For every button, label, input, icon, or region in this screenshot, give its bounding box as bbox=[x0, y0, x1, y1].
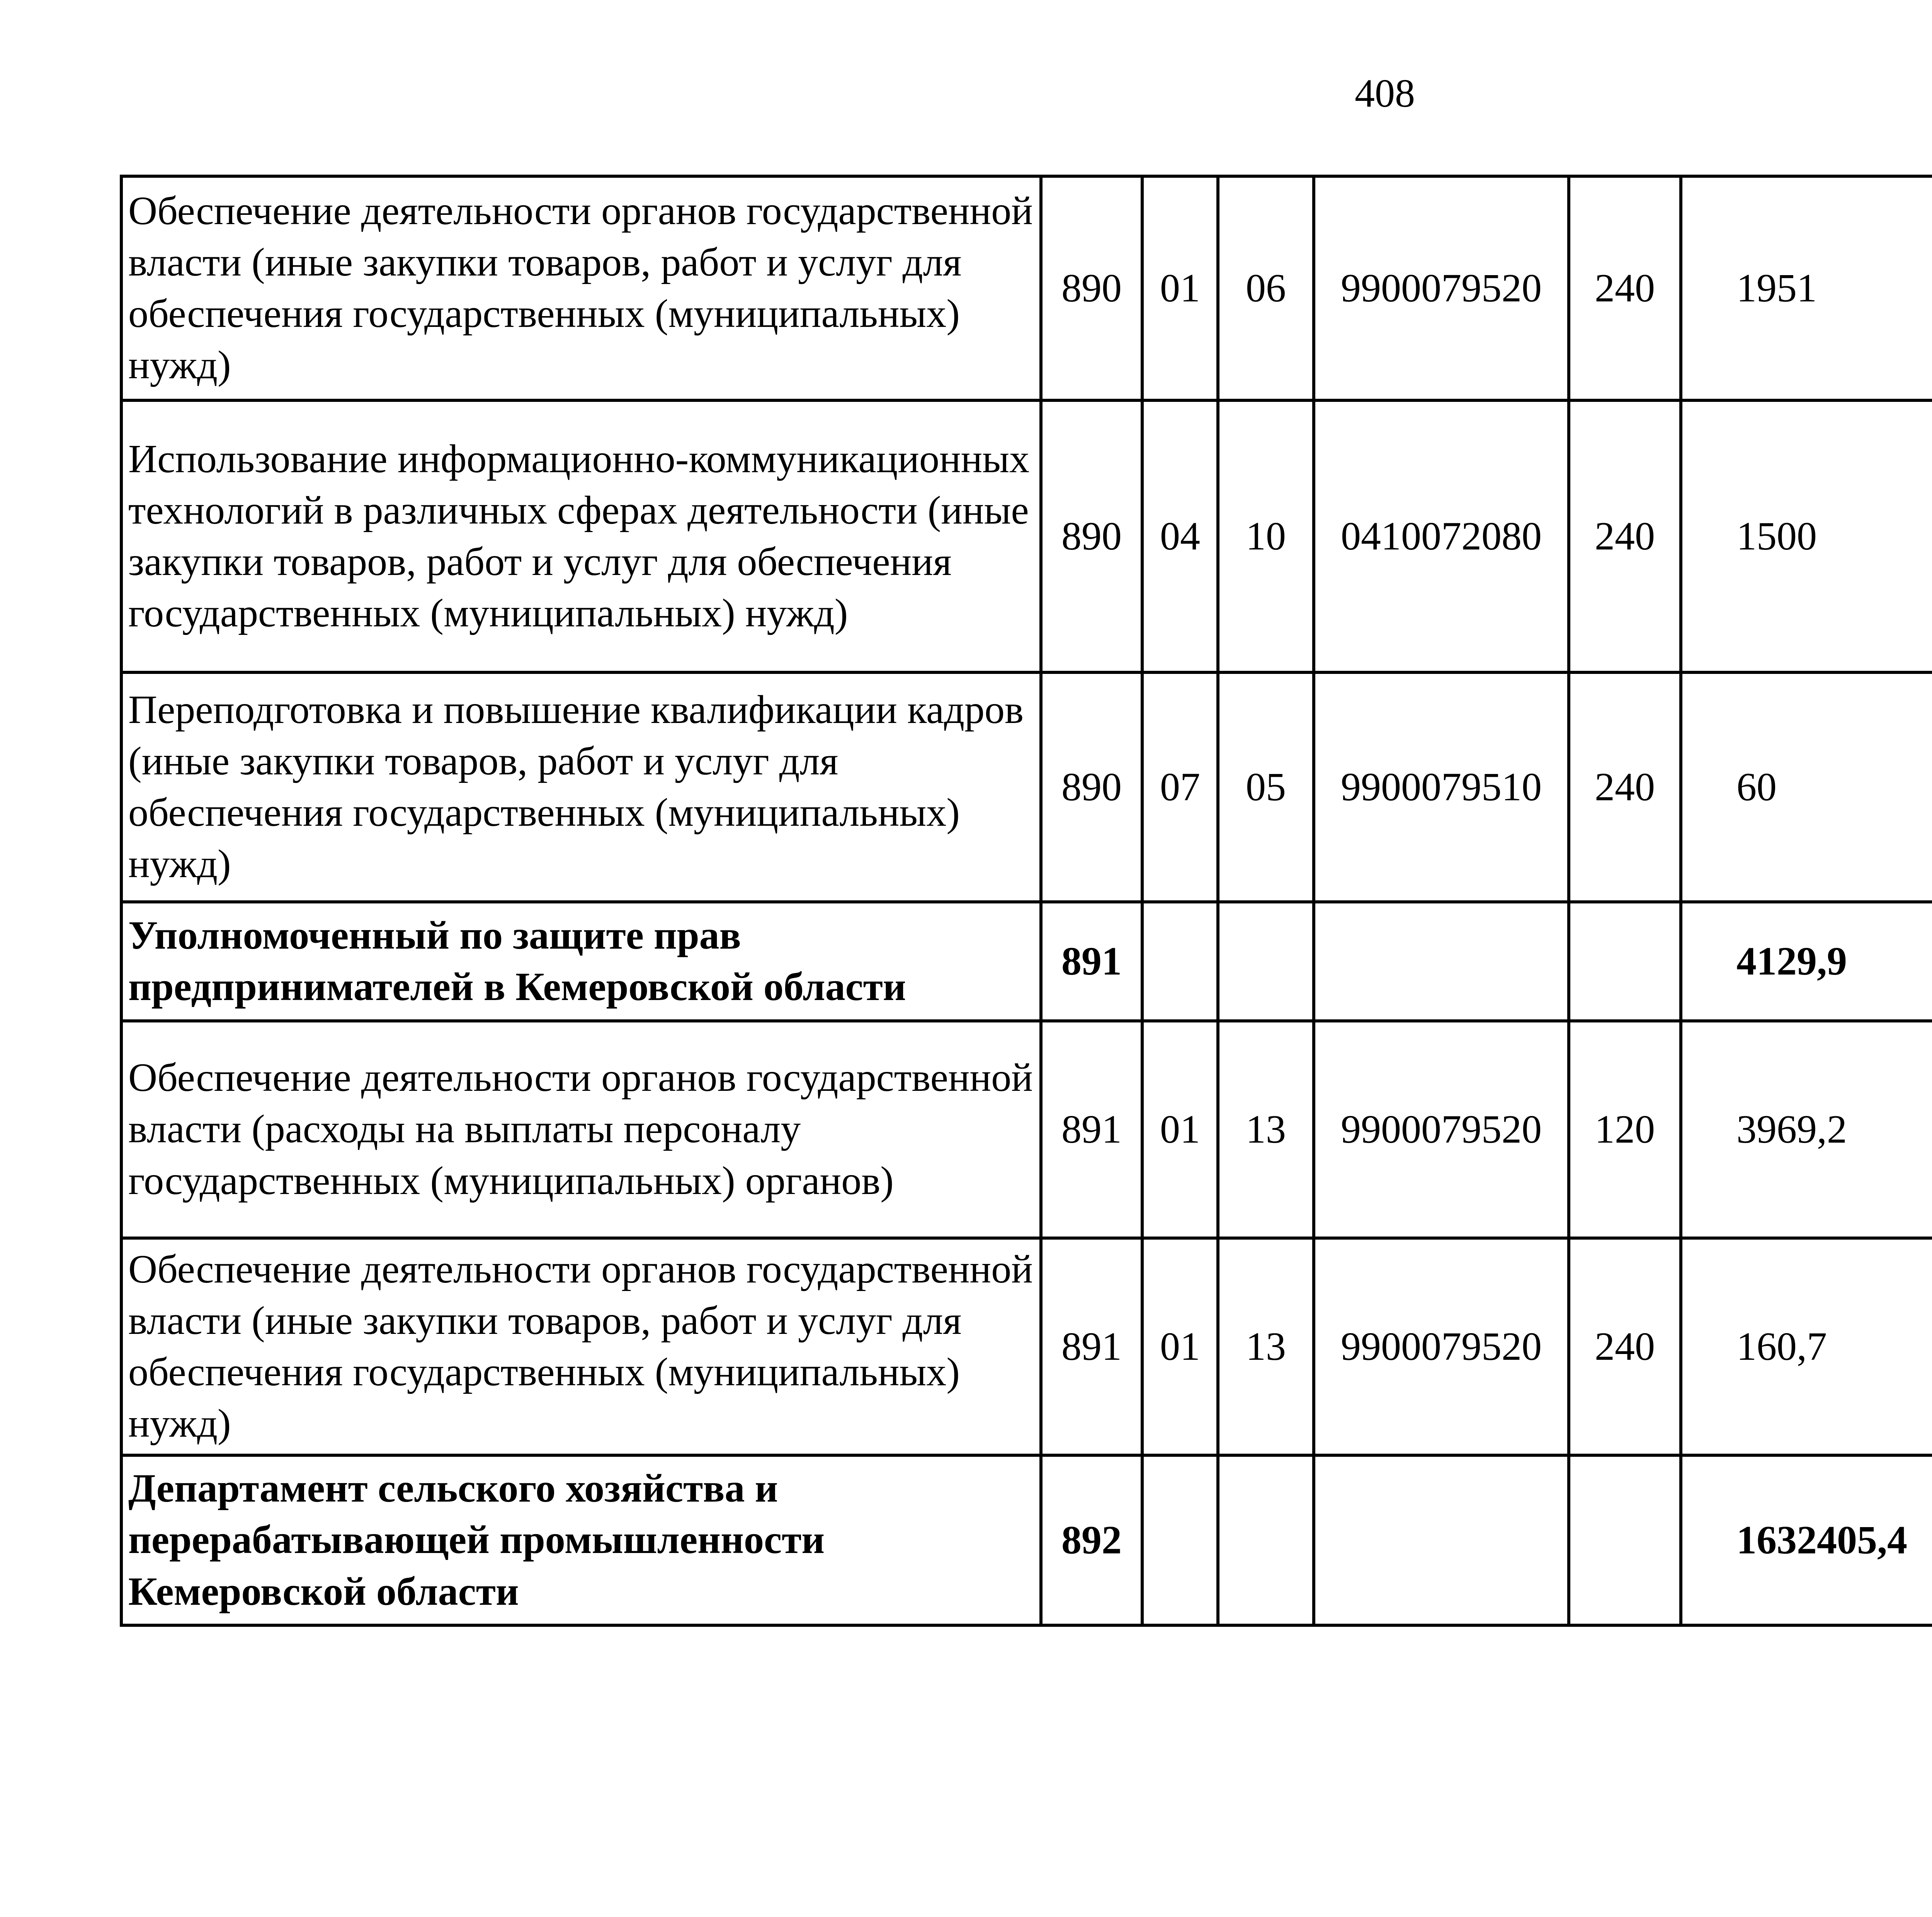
row-name: Использование информационно-коммуникационных технологий в различных сферах деятельности (иные закупки товаров, работ и услуг для обеспечения государственных (муниципальных) нужд) bbox=[121, 400, 1041, 672]
table-row bbox=[121, 176, 1932, 400]
subsection-code bbox=[1218, 1455, 1314, 1625]
expense-type-code bbox=[1569, 1455, 1681, 1625]
amount-year-1: 4129,9 bbox=[1681, 902, 1932, 1021]
section-code: 01 bbox=[1142, 1238, 1218, 1455]
section-code bbox=[1142, 902, 1218, 1021]
amount-year-1: 60 bbox=[1681, 672, 1932, 902]
ministry-code: 890 bbox=[1041, 672, 1142, 902]
target-code: 9900079520 bbox=[1314, 1238, 1569, 1455]
ministry-code: 891 bbox=[1041, 902, 1142, 1021]
ministry-code: 890 bbox=[1041, 400, 1142, 672]
row-name: Обеспечение деятельности органов государственной власти (иные закупки товаров, работ и услуг для обеспечения государственных (муниципальных) нужд) bbox=[121, 176, 1041, 400]
row-name: Уполномоченный по защите прав предпринимателей в Кемеровской области bbox=[121, 902, 1041, 1021]
amount-year-1: 1632405,4 bbox=[1681, 1455, 1932, 1625]
expense-type-code: 240 bbox=[1569, 400, 1681, 672]
expense-type-code bbox=[1569, 902, 1681, 1021]
subsection-code: 10 bbox=[1218, 400, 1314, 672]
budget-table bbox=[120, 175, 1932, 1627]
row-name: Переподготовка и повышение квалификации кадров (иные закупки товаров, работ и услуг для обеспечения государственных (муниципальных) нужд) bbox=[121, 672, 1041, 902]
expense-type-code: 120 bbox=[1569, 1021, 1681, 1238]
target-code bbox=[1314, 1455, 1569, 1625]
subsection-code: 06 bbox=[1218, 176, 1314, 400]
expense-type-code: 240 bbox=[1569, 176, 1681, 400]
target-code: 0410072080 bbox=[1314, 400, 1569, 672]
subsection-code bbox=[1218, 902, 1314, 1021]
target-code: 9900079510 bbox=[1314, 672, 1569, 902]
subsection-code: 05 bbox=[1218, 672, 1314, 902]
target-code bbox=[1314, 902, 1569, 1021]
amount-year-1: 1500 bbox=[1681, 400, 1932, 672]
subsection-code: 13 bbox=[1218, 1021, 1314, 1238]
ministry-code: 890 bbox=[1041, 176, 1142, 400]
page-number: 408 bbox=[1355, 71, 1415, 116]
table-row bbox=[121, 902, 1932, 1021]
target-code: 9900079520 bbox=[1314, 1021, 1569, 1238]
expense-type-code: 240 bbox=[1569, 1238, 1681, 1455]
section-code: 07 bbox=[1142, 672, 1218, 902]
ministry-code: 892 bbox=[1041, 1455, 1142, 1625]
row-name: Обеспечение деятельности органов государственной власти (расходы на выплаты персоналу государственных (муниципальных) органов) bbox=[121, 1021, 1041, 1238]
table-row bbox=[121, 1455, 1932, 1625]
amount-year-1: 160,7 bbox=[1681, 1238, 1932, 1455]
table-row bbox=[121, 672, 1932, 902]
table-row bbox=[121, 1238, 1932, 1455]
ministry-code: 891 bbox=[1041, 1021, 1142, 1238]
amount-year-1: 3969,2 bbox=[1681, 1021, 1932, 1238]
section-code: 04 bbox=[1142, 400, 1218, 672]
table-row bbox=[121, 1021, 1932, 1238]
target-code: 9900079520 bbox=[1314, 176, 1569, 400]
section-code bbox=[1142, 1455, 1218, 1625]
expense-type-code: 240 bbox=[1569, 672, 1681, 902]
amount-year-1: 1951 bbox=[1681, 176, 1932, 400]
table-row bbox=[121, 400, 1932, 672]
subsection-code: 13 bbox=[1218, 1238, 1314, 1455]
ministry-code: 891 bbox=[1041, 1238, 1142, 1455]
row-name: Департамент сельского хозяйства и перерабатывающей промышленности Кемеровской области bbox=[121, 1455, 1041, 1625]
section-code: 01 bbox=[1142, 176, 1218, 400]
section-code: 01 bbox=[1142, 1021, 1218, 1238]
row-name: Обеспечение деятельности органов государственной власти (иные закупки товаров, работ и услуг для обеспечения государственных (муниципальных) нужд) bbox=[121, 1238, 1041, 1455]
